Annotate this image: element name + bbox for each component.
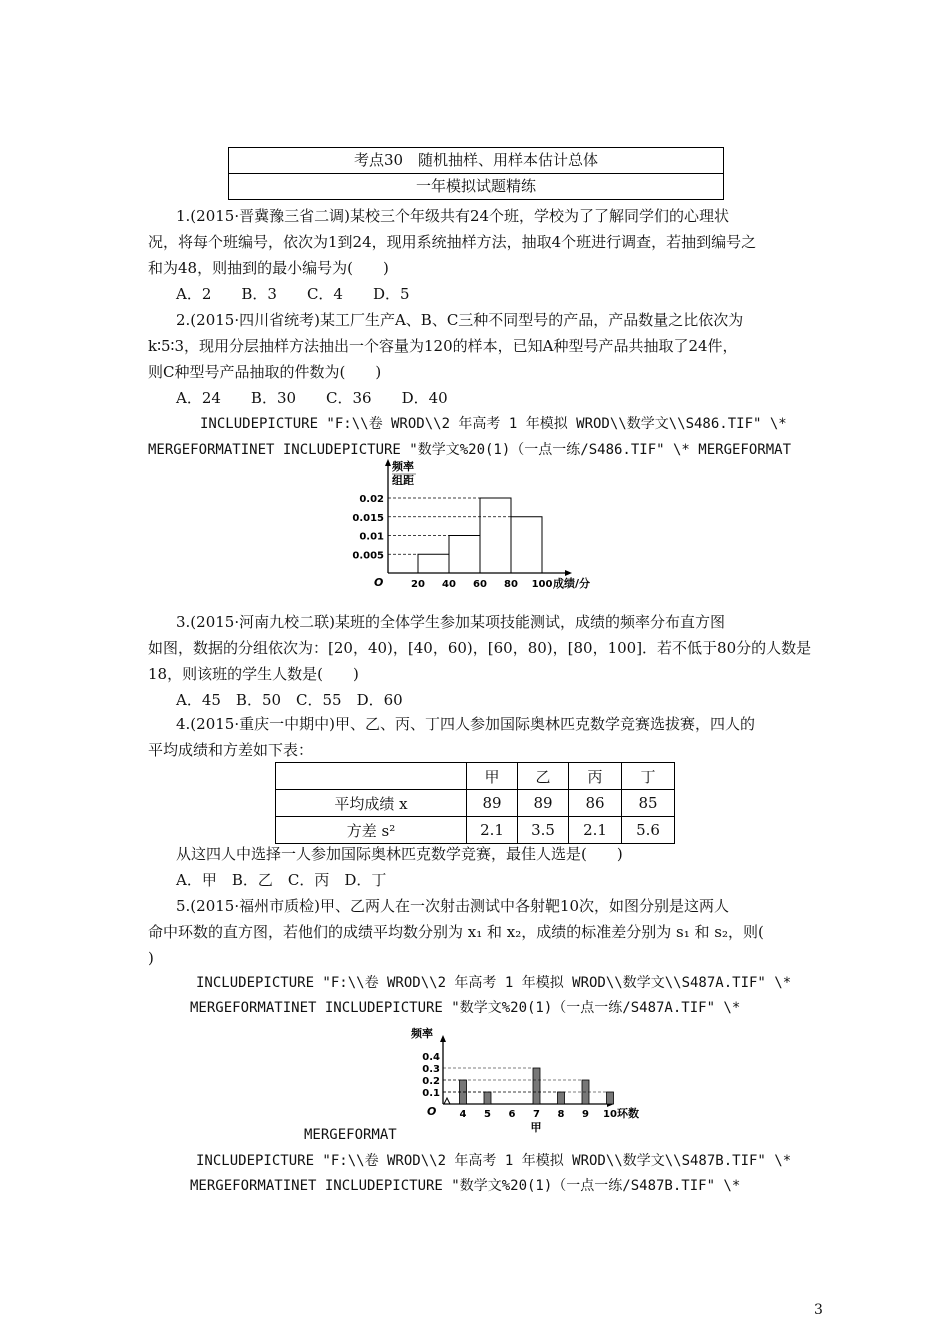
q1-line2: 况，将每个班编号，依次为1到24，现用系统抽样方法，抽取4个班进行调查，若抽到编号之	[148, 233, 757, 251]
y-tick-label: 0.2	[422, 1076, 440, 1087]
origin-label: O	[374, 576, 384, 589]
x-tick-label: 7	[533, 1109, 540, 1120]
q2-line1: 2.(2015·四川省统考)某工厂生产A、B、C三种不同型号的产品，产品数量之比依次为	[176, 311, 744, 329]
table-header-cell: 甲	[467, 763, 518, 790]
y-tick-label: 0.1	[422, 1088, 440, 1099]
q1-options: A．2 B．3 C．4 D．5	[176, 285, 410, 303]
y-tick-label: 0.005	[352, 550, 384, 562]
histogram-bar	[511, 517, 542, 573]
table-header-cell: 丁	[622, 763, 675, 790]
scores-table	[275, 762, 675, 844]
y-axis-arrow	[440, 1035, 446, 1042]
page-number: 3	[814, 1302, 823, 1318]
table-cell: 3.5	[518, 817, 569, 844]
shooting-bar	[558, 1092, 565, 1104]
table-header-cell	[276, 763, 467, 790]
q2-options: A．24 B．30 C．36 D．40	[176, 389, 448, 407]
table-row	[276, 790, 675, 817]
axis-break-mark	[444, 1098, 450, 1104]
q1-line3: 和为48，则抽到的最小编号为( )	[148, 259, 389, 277]
x-tick-label: 40	[442, 579, 456, 590]
q5-line3: )	[148, 949, 154, 967]
field-code-2a: INCLUDEPICTURE "F:\\卷 WROD\\2 年高考 1 年模拟 WROD\\数学文\\S487A.TIF" \*	[196, 975, 792, 991]
x-axis-arrow	[565, 570, 572, 576]
origin-label: O	[427, 1105, 437, 1118]
q4-line3: 从这四人中选择一人参加国际奥林匹克数学竞赛，最佳人选是( )	[176, 845, 623, 863]
q5-line1: 5.(2015·福州市质检)甲、乙两人在一次射击测试中各射靶10次，如图分别是这两人	[176, 897, 730, 915]
y-tick-label: 0.02	[359, 494, 384, 505]
x-tick-label: 10	[603, 1109, 617, 1120]
x-axis-label: 环数	[617, 1107, 639, 1120]
shooting-chart-jia	[395, 1024, 665, 1140]
field-code-2b: MERGEFORMATINET INCLUDEPICTURE "数学文%20(1)（一点一练/S487A.TIF" \*	[190, 1000, 741, 1016]
table-cell: 85	[622, 790, 675, 817]
table-cell: 86	[569, 790, 622, 817]
histogram-bar	[418, 554, 449, 573]
shooting-bar	[533, 1068, 540, 1104]
table-header-row	[276, 763, 675, 790]
y-tick-label: 0.01	[359, 531, 384, 543]
field-code-3a: INCLUDEPICTURE "F:\\卷 WROD\\2 年高考 1 年模拟 WROD\\数学文\\S487B.TIF" \*	[196, 1153, 792, 1169]
x-tick-label: 5	[484, 1109, 491, 1120]
x-tick-label: 60	[473, 579, 487, 590]
q2-line3: 则C种型号产品抽取的件数为( )	[148, 363, 382, 381]
shooting-bar	[607, 1092, 614, 1104]
histogram-bar	[449, 536, 480, 574]
q3-line1: 3.(2015·河南九校二联)某班的全体学生参加某项技能测试，成绩的频率分布直方图	[176, 613, 725, 631]
q5-line2: 命中环数的直方图，若他们的成绩平均数分别为 x₁ 和 x₂，成绩的标准差分别为 s₁ 和 s₂，则(	[148, 923, 764, 941]
chart-title: 甲	[530, 1121, 542, 1134]
q4-options: A．甲 B．乙 C．丙 D．丁	[176, 871, 387, 889]
table-cell: 方差 s²	[276, 817, 467, 844]
table-header-cell: 乙	[518, 763, 569, 790]
table-row	[276, 817, 675, 844]
x-tick-label: 4	[459, 1109, 467, 1120]
x-tick-label: 6	[508, 1109, 516, 1120]
y-tick-label: 0.3	[422, 1064, 440, 1075]
q2-line2: k∶5∶3，现用分层抽样方法抽出一个容量为120的样本，已知A种型号产品共抽取了24件，	[148, 337, 738, 355]
section-title: 考点30 随机抽样、用样本估计总体	[228, 147, 724, 174]
section-subtitle: 一年模拟试题精练	[228, 173, 724, 200]
q1-line1: 1.(2015·晋冀豫三省二调)某校三个年级共有24个班，学校为了了解同学们的心理状	[176, 207, 730, 225]
y-axis-label: 频率	[411, 1027, 433, 1040]
x-tick-label: 9	[582, 1109, 589, 1120]
x-tick-label: 20	[411, 579, 425, 590]
y-axis-arrow	[385, 459, 391, 466]
table-cell: 平均成绩 x	[276, 790, 467, 817]
y-axis-label-bottom: 组距	[392, 474, 414, 487]
field-code-1a: INCLUDEPICTURE "F:\\卷 WROD\\2 年高考 1 年模拟 WROD\\数学文\\S486.TIF" \*	[200, 416, 787, 432]
histogram-svg	[340, 458, 640, 593]
table-header-cell: 丙	[569, 763, 622, 790]
x-axis-label: 成绩/分	[553, 577, 591, 590]
q4-line1: 4.(2015·重庆一中期中)甲、乙、丙、丁四人参加国际奥林匹克数学竞赛选拔赛，四人的	[176, 715, 755, 733]
x-tick-label: 100	[531, 579, 553, 590]
x-tick-label: 8	[557, 1109, 565, 1120]
table-cell: 89	[467, 790, 518, 817]
y-tick-label: 0.4	[422, 1052, 440, 1063]
q3-line3: 18，则该班的学生人数是( )	[148, 665, 359, 683]
q3-options: A．45 B．50 C．55 D．60	[176, 691, 403, 709]
y-axis-label-top: 频率	[392, 460, 414, 473]
table-cell: 2.1	[467, 817, 518, 844]
histogram-bar	[480, 498, 511, 573]
mergeformat-text: MERGEFORMAT	[304, 1127, 397, 1143]
q3-line2: 如图，数据的分组依次为：[20，40)，[40，60)，[60，80)，[80，100]．若不低于80分的人数是	[148, 639, 812, 657]
table-cell: 5.6	[622, 817, 675, 844]
table-cell: 2.1	[569, 817, 622, 844]
x-tick-label: 80	[504, 579, 518, 590]
shooting-svg	[395, 1024, 665, 1136]
shooting-bar	[484, 1092, 491, 1104]
y-tick-label: 0.015	[352, 512, 384, 524]
field-code-1b: MERGEFORMATINET INCLUDEPICTURE "数学文%20(1)（一点一练/S486.TIF" \* MERGEFORMAT	[148, 442, 792, 458]
field-code-3b: MERGEFORMATINET INCLUDEPICTURE "数学文%20(1)（一点一练/S487B.TIF" \*	[190, 1178, 741, 1194]
histogram-chart	[340, 458, 640, 597]
q4-line2: 平均成绩和方差如下表：	[148, 741, 314, 759]
table-cell: 89	[518, 790, 569, 817]
